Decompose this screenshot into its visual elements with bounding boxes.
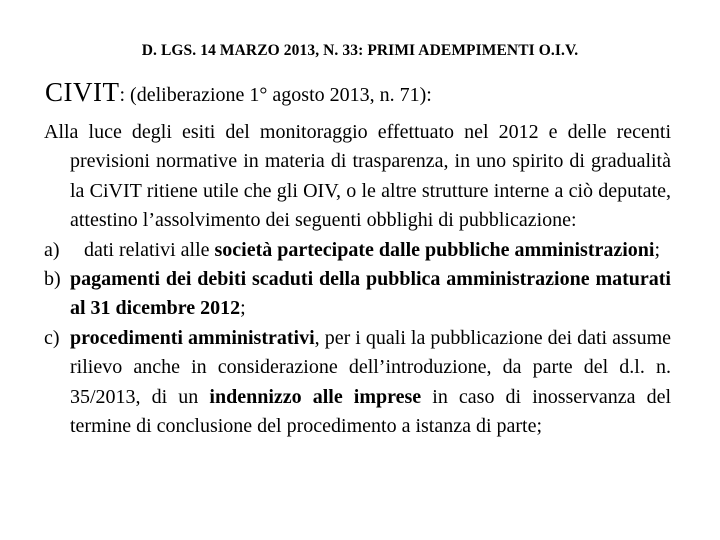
list-marker-a: a) — [44, 238, 60, 261]
slide-heading: D. LGS. 14 MARZO 2013, N. 33: PRIMI ADEMPIMENTI O.I.V. — [141, 42, 579, 59]
item-c-text1: , per i quali la pubblicazione dei dati assume rilievo anche in considerazione dell’introduzione, da parte del d.l. n. 35/2013, di un — [70, 326, 671, 408]
list-item-a — [44, 236, 671, 265]
subtitle-rest: : (deliberazione 1° agosto 2013, n. 71): — [119, 84, 432, 106]
intro-paragraph: Alla luce degli esiti del monitoraggio effettuato nel 2012 e delle recenti previsioni normative in materia di trasparenza, in uno spirito di gradualità la CiVIT ritiene utile che gli OIV, o le altre strutture interne a ciò deputate, attestino l’assolvimento dei seguenti obblighi di pubblicazione: — [44, 121, 671, 232]
item-a-lead: dati relativi alle — [84, 238, 215, 261]
item-c-bold: procedimenti amministrativi — [70, 326, 315, 349]
list-marker-c: c) — [44, 326, 60, 349]
item-c-bold2: indennizzo alle imprese — [209, 385, 422, 408]
list-item-b — [44, 265, 671, 324]
subtitle-title: CIVIT — [45, 77, 120, 107]
item-c-text2: in caso di inosservanza del termine di conclusione del procedimento a istanza di parte; — [70, 385, 672, 438]
item-b-bold: pagamenti dei debiti scaduti della pubblica amministrazione maturati al 31 dicembre 2012 — [70, 268, 671, 320]
slide-subtitle — [45, 77, 432, 108]
item-a-tail: ; — [654, 238, 661, 261]
item-b-tail: ; — [240, 297, 246, 320]
item-a-bold: società partecipate dalle pubbliche amministrazioni — [214, 238, 655, 261]
list-item-c — [44, 324, 671, 442]
list-marker-b: b) — [44, 268, 61, 291]
slide-body — [44, 118, 671, 441]
